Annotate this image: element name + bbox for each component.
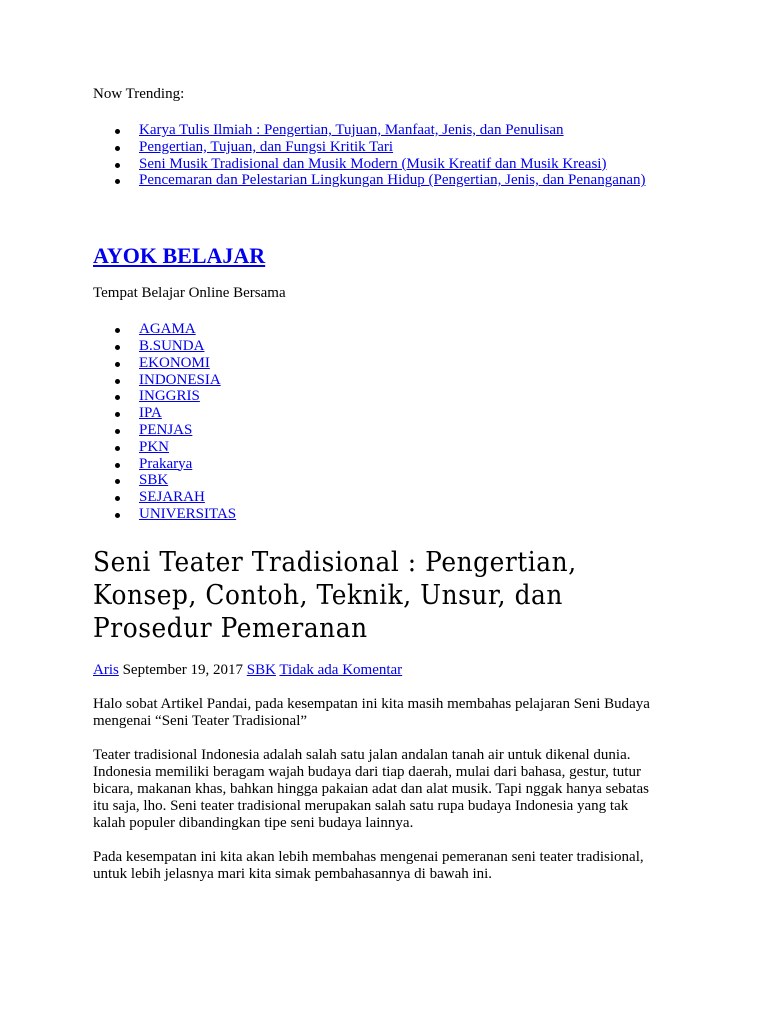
- paragraph-line: Pada kesempatan ini kita akan lebih membahas mengenai pemeranan seni teater tradisional,: [93, 848, 644, 865]
- category-item: [93, 489, 683, 506]
- category-item: [93, 388, 683, 405]
- category-item: [93, 405, 683, 422]
- category-link-ekonomi[interactable]: EKONOMI: [139, 354, 210, 371]
- category-link-indonesia[interactable]: INDONESIA: [139, 371, 221, 388]
- category-item: [93, 355, 683, 372]
- article-title-line: Konsep, Contoh, Teknik, Unsur, dan: [93, 579, 563, 611]
- category-link-ipa[interactable]: IPA: [139, 405, 162, 422]
- category-link-inggris[interactable]: INGGRIS: [139, 388, 200, 405]
- trending-link[interactable]: Seni Musik Tradisional dan Musik Modern (Musik Kreatif dan Musik Kreasi): [139, 155, 607, 172]
- trending-item: [93, 122, 683, 139]
- paragraph-line: Indonesia memiliki beragam wajah budaya dari tiap daerah, mulai dari bahasa, gestur, tutur: [93, 763, 641, 780]
- paragraph-line: kalah populer dibandingkan tipe seni budaya lainnya.: [93, 814, 414, 831]
- trending-link[interactable]: Pencemaran dan Pelestarian Lingkungan Hidup (Pengertian, Jenis, dan Penanganan): [139, 172, 646, 189]
- category-item: [93, 439, 683, 456]
- article-title-line: Seni Teater Tradisional : Pengertian,: [93, 546, 577, 578]
- site-tagline: Tempat Belajar Online Bersama: [93, 285, 286, 302]
- content: [93, 86, 683, 883]
- category-item: [93, 372, 683, 389]
- category-item: [93, 456, 683, 473]
- article-title: [93, 546, 608, 645]
- article-paragraph: [93, 696, 683, 730]
- paragraph-line: mengenai “Seni Teater Tradisional”: [93, 712, 308, 729]
- category-item: [93, 422, 683, 439]
- trending-item: [93, 156, 683, 173]
- paragraph-line: Halo sobat Artikel Pandai, pada kesempatan ini kita masih membahas pelajaran Seni Budaya: [93, 695, 650, 712]
- trending-item: [93, 172, 683, 189]
- category-item: [93, 472, 683, 489]
- author-link[interactable]: Aris: [93, 661, 119, 678]
- category-item: [93, 506, 683, 523]
- paragraph-line: itu saja, lho. Seni teater tradisional merupakan salah satu rupa budaya Indonesia yang tak: [93, 797, 629, 814]
- article-meta: [93, 662, 683, 679]
- article-paragraph: [93, 849, 683, 883]
- category-item: [93, 338, 683, 355]
- trending-label: Now Trending:: [93, 86, 185, 102]
- trending-link[interactable]: Karya Tulis Ilmiah : Pengertian, Tujuan, Manfaat, Jenis, dan Penulisan: [139, 122, 564, 138]
- article-title-line: Prosedur Pemeranan: [93, 612, 368, 644]
- category-menu: [93, 321, 683, 523]
- category-item: [93, 321, 683, 338]
- category-link-sbk[interactable]: SBK: [139, 472, 169, 489]
- category-link-bsunda[interactable]: B.SUNDA: [139, 337, 205, 354]
- category-link-agama[interactable]: AGAMA: [139, 321, 196, 338]
- category-link-universitas[interactable]: UNIVERSITAS: [139, 505, 237, 522]
- category-link[interactable]: SBK: [246, 661, 276, 678]
- category-link-sejarah[interactable]: SEJARAH: [139, 489, 205, 506]
- publish-date: September 19, 2017: [122, 661, 243, 678]
- paragraph-line: Teater tradisional Indonesia adalah salah satu jalan andalan tanah air untuk dikenal dunia.: [93, 746, 631, 763]
- site-title: [93, 243, 683, 269]
- comments-link[interactable]: Tidak ada Komentar: [279, 661, 403, 678]
- trending-link[interactable]: Pengertian, Tujuan, dan Fungsi Kritik Tari: [139, 138, 394, 155]
- category-link-pkn[interactable]: PKN: [139, 438, 170, 455]
- paragraph-line: bicara, makanan khas, bahkan hingga pakaian adat dan alat musik. Tapi nggak hanya sebatas: [93, 780, 649, 797]
- trending-list: [93, 122, 683, 189]
- article-paragraph: [93, 747, 683, 832]
- category-link-penjas[interactable]: PENJAS: [139, 421, 193, 438]
- paragraph-line: untuk lebih jelasnya mari kita simak pembahasannya di bawah ini.: [93, 865, 493, 882]
- trending-item: [93, 139, 683, 156]
- site-title-link[interactable]: AYOK BELAJAR: [93, 243, 266, 269]
- category-link-prakarya[interactable]: Prakarya: [139, 455, 193, 472]
